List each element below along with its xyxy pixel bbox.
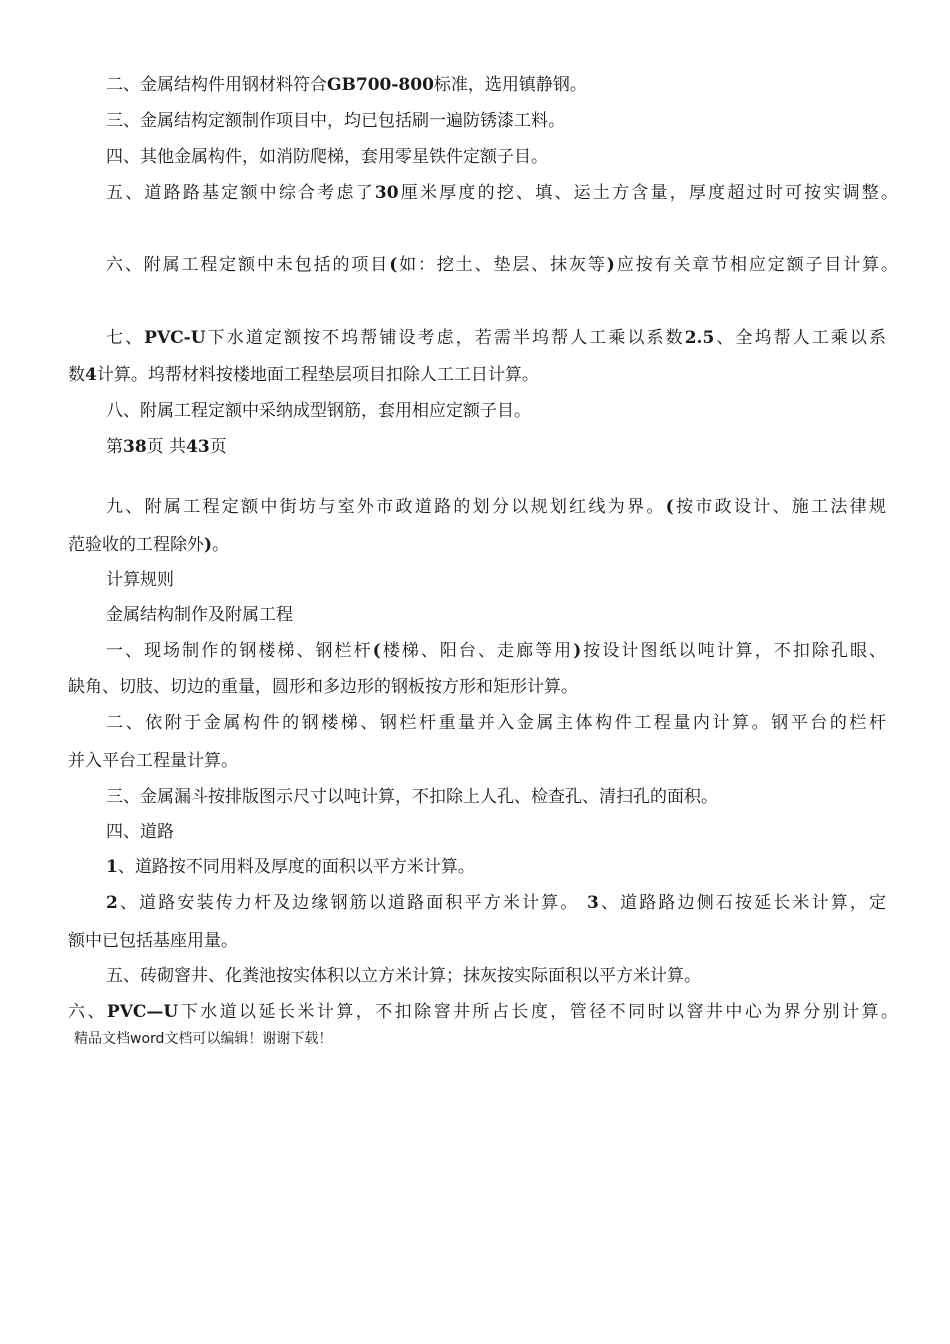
paragraph: 六、PVC—U下水道以延长米计算，不扣除窨井所占长度，管径不同时以窨井中心为界分别计算。 — [68, 1002, 898, 1022]
footnote: 精品文档word文档可以编辑！谢谢下载！ — [74, 1031, 333, 1047]
paragraph: 数4计算。坞帮材料按楼地面工程垫层项目扣除人工工日计算。 — [68, 365, 539, 385]
paragraph: 额中已包括基座用量。 — [68, 931, 238, 951]
section-heading: 计算规则 — [106, 570, 174, 590]
paragraph: 七、PVC-U下水道定额按不坞帮铺设考虑，若需半坞帮人工乘以系数2.5、全坞帮人工乘以系 — [106, 328, 887, 348]
list-item: 1、道路按不同用料及厚度的面积以平方米计算。 — [106, 857, 475, 877]
page-number: 第38页 共43页 — [106, 437, 227, 457]
paragraph: 八、附属工程定额中采纳成型钢筋，套用相应定额子目。 — [106, 401, 531, 421]
paragraph: 四、其他金属构件，如消防爬梯，套用零星铁件定额子目。 — [106, 147, 548, 167]
paragraph: 三、金属结构定额制作项目中，均已包括刷一遍防锈漆工料。 — [106, 111, 565, 131]
paragraph: 一、现场制作的钢楼梯、钢栏杆(楼梯、阳台、走廊等用)按设计图纸以吨计算，不扣除孔眼、 — [106, 641, 887, 661]
paragraph: 范验收的工程除外)。 — [68, 535, 230, 555]
paragraph: 九、附属工程定额中街坊与室外市政道路的划分以规划红线为界。(按市政设计、施工法律规 — [106, 497, 887, 517]
section-heading: 金属结构制作及附属工程 — [106, 605, 293, 625]
paragraph: 并入平台工程量计算。 — [68, 751, 238, 771]
paragraph: 三、金属漏斗按排版图示尺寸以吨计算，不扣除上人孔、检查孔、清扫孔的面积。 — [106, 787, 718, 807]
section-heading: 四、道路 — [106, 822, 174, 842]
paragraph: 五、砖砌窨井、化粪池按实体积以立方米计算；抹灰按实际面积以平方米计算。 — [106, 966, 701, 986]
paragraph: 五、道路路基定额中综合考虑了30厘米厚度的挖、填、运土方含量，厚度超过时可按实调整。 — [106, 183, 899, 203]
paragraph: 二、依附于金属构件的钢楼梯、钢栏杆重量并入金属主体构件工程量内计算。钢平台的栏杆 — [106, 713, 886, 733]
paragraph: 二、金属结构件用钢材料符合GB700-800标准，选用镇静钢。 — [106, 75, 587, 95]
paragraph: 缺角、切肢、切边的重量，圆形和多边形的钢板按方形和矩形计算。 — [68, 677, 578, 697]
list-item: 2、道路安装传力杆及边缘钢筋以道路面积平方米计算。 3、道路路边侧石按延长米计算，定 — [106, 893, 887, 913]
paragraph: 六、附属工程定额中未包括的项目(如：挖土、垫层、抹灰等)应按有关章节相应定额子目计算。 — [106, 255, 899, 275]
